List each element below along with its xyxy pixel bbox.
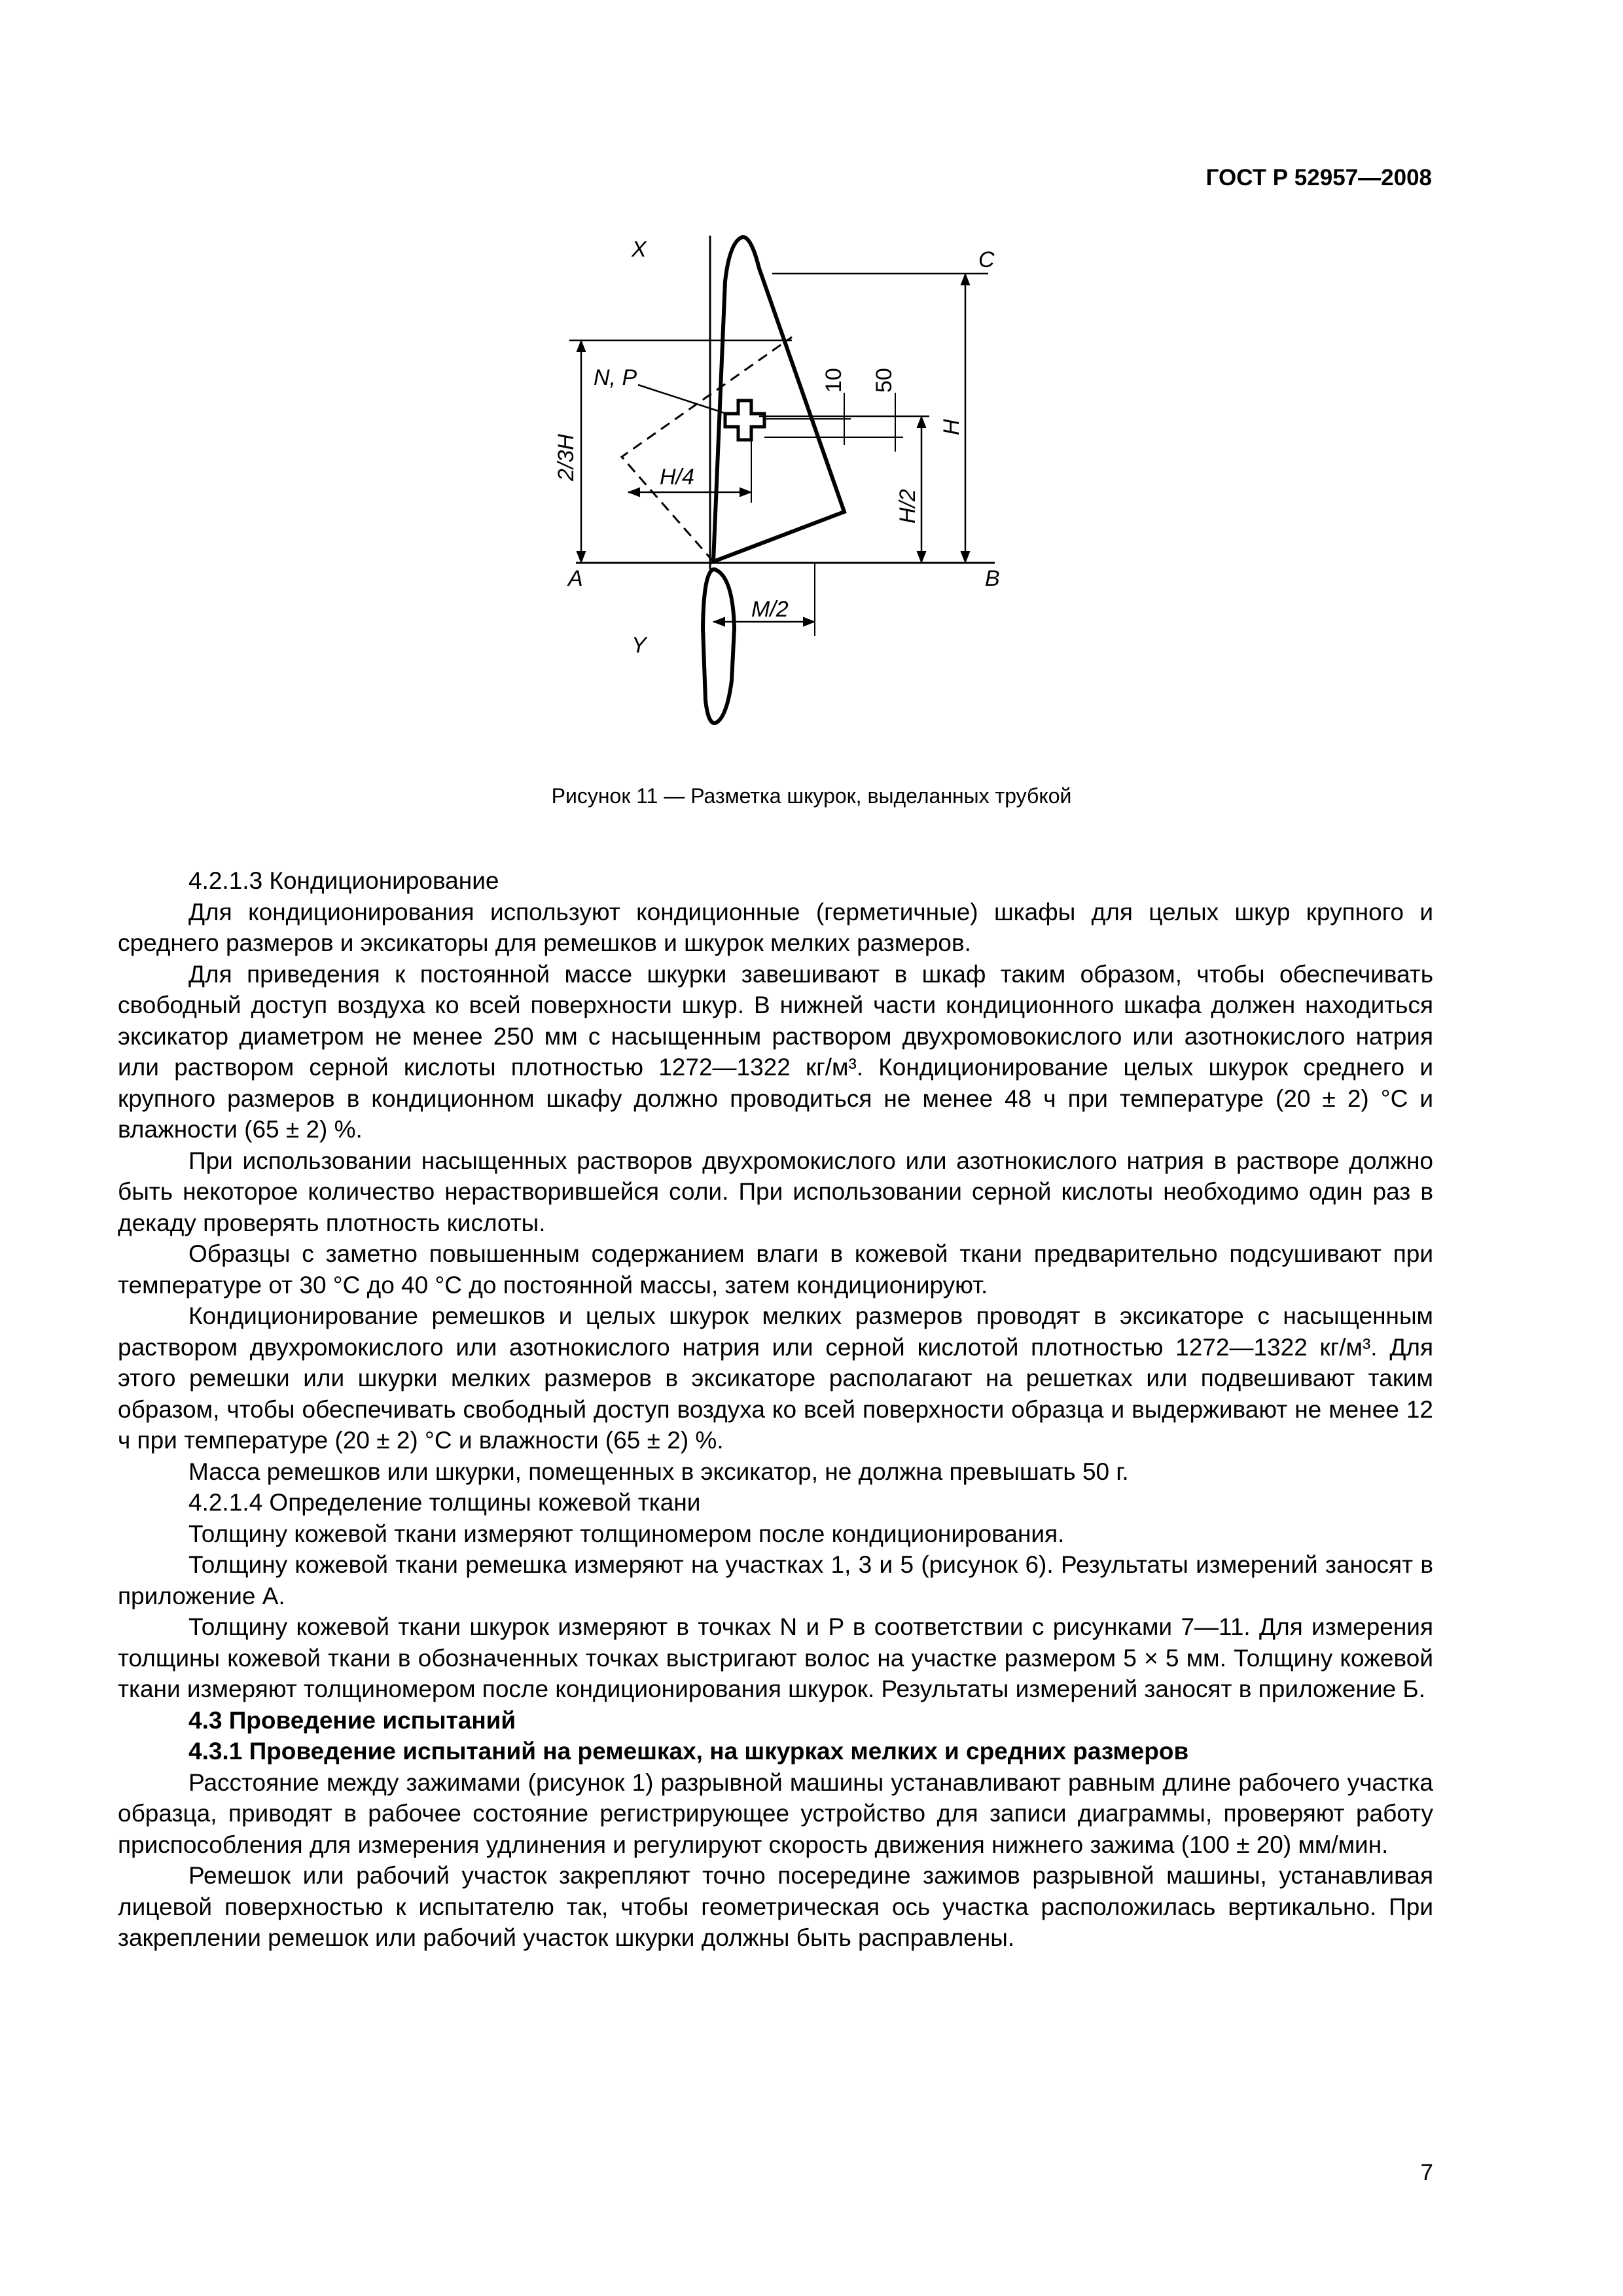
label-np: N, P	[594, 365, 637, 390]
label-h-half: H/2	[895, 489, 920, 524]
paragraph: Для приведения к постоянной массе шкурки завешивают в шкаф таким образом, чтобы обеспечивать свободный доступ воздуха ко всей поверхности шкур. В нижней части кондиционного шкафа должен находиться эксикатор диаметром не менее 250 мм с насыщенным раствором двухромовокислого или азотнокислого натрия или раствором серной кислоты плотностью 1272—1322 кг/м³. Кондиционирование целых шкурок среднего и крупного размеров в кондиционном шкафу должно проводиться не менее 48 ч при температуре (20 ± 2) °С и влажности (65 ± 2) %.	[118, 960, 1433, 1143]
paragraph: Расстояние между зажимами (рисунок 1) разрывной машины устанавливают равным длине рабочего участка образца, приводят в рабочее состояние регистрирующее устройство для записи диаграммы, проверяют работу приспособления для измерения удлинения и регулируют скорость движения нижнего зажима (100 ± 20) мм/мин.	[118, 1768, 1433, 1858]
figure-11	[537, 229, 1008, 740]
document-code: ГОСТ Р 52957—2008	[1205, 165, 1432, 190]
label-two-thirds-h: 2/3H	[554, 434, 579, 481]
pelt-upper-outline	[713, 237, 844, 562]
label-h-quarter: H/4	[660, 465, 694, 490]
label-h: H	[939, 419, 964, 435]
label-a: A	[568, 566, 583, 591]
paragraph: 4.2.1.4 Определение толщины кожевой ткани	[188, 1489, 701, 1516]
label-c: C	[978, 247, 995, 272]
label-m-half: M/2	[751, 597, 789, 622]
paragraph: Толщину кожевой ткани шкурок измеряют в точках N и P в соответствии с рисунками 7—11. Для измерения толщины кожевой ткани в обозначенных точках выстригают волос на участке размером 5 × 5 мм. Толщину кожевой ткани измеряют толщиномером после кондиционирования шкурок. Результаты измерений заносят в приложение Б.	[118, 1613, 1433, 1702]
section-heading: 4.3 Проведение испытаний	[188, 1706, 516, 1734]
paragraph: 4.2.1.3 Кондиционирование	[188, 867, 499, 894]
paragraph: Образцы с заметно повышенным содержанием влаги в кожевой ткани предварительно подсушивают при температуре от 30 °С до 40 °С до постоянной массы, затем кондиционируют.	[118, 1240, 1433, 1299]
paragraph: Кондиционирование ремешков и целых шкурок мелких размеров проводят в эксикаторе с насыщенным раствором двухромокислого или азотнокислого натрия или серной кислотой плотностью 1272—1322 кг/м³. Для этого ремешки или шкурки мелких размеров в эксикаторе располагают на решетках или подвешивают таким образом, чтобы обеспечивать свободный доступ воздуха ко всей поверхности образца и выдерживают не менее 12 ч при температуре (20 ± 2) °С и влажности (65 ± 2) %.	[118, 1302, 1433, 1454]
body-text	[118, 865, 1433, 1954]
figure-caption: Рисунок 11 — Разметка шкурок, выделанных трубкой	[551, 784, 1072, 808]
cross-marker-np	[725, 401, 764, 440]
dashed-triangle	[622, 337, 792, 562]
pelt-lower-outline	[703, 569, 734, 723]
paragraph: Толщину кожевой ткани ремешка измеряют на участках 1, 3 и 5 (рисунок 6). Результаты измерений заносят в приложение А.	[118, 1551, 1433, 1609]
paragraph: Толщину кожевой ткани измеряют толщиномером после кондиционирования.	[188, 1520, 1065, 1547]
paragraph: При использовании насыщенных растворов двухромокислого или азотнокислого натрия в растворе должно быть некоторое количество нерастворившейся соли. При использовании серной кислоты необходимо один раз в декаду проверять плотность кислоты.	[118, 1147, 1433, 1236]
label-b: B	[985, 566, 1000, 591]
page-number: 7	[1420, 2160, 1433, 2185]
label-y: Y	[632, 633, 647, 658]
leader-np	[638, 385, 726, 414]
paragraph: Для кондиционирования используют кондиционные (герметичные) шкафы для целых шкур крупного и среднего размеров и эксикаторы для ремешков и шкурок мелких размеров.	[118, 898, 1433, 956]
subsection-heading: 4.3.1 Проведение испытаний на ремешках, на шкурках мелких и средних размеров	[188, 1738, 1189, 1765]
label-x: X	[632, 237, 647, 262]
label-fifty: 50	[872, 368, 897, 393]
paragraph: Ремешок или рабочий участок закрепляют точно посередине зажимов разрывной машины, устанавливая лицевой поверхностью к испытателю так, чтобы геометрическая ось участка расположилась вертикально. При закреплении ремешок или рабочий участок шкурки должны быть расправлены.	[118, 1862, 1433, 1951]
label-ten: 10	[821, 368, 846, 393]
paragraph: Масса ремешков или шкурки, помещенных в эксикатор, не должна превышать 50 г.	[188, 1458, 1129, 1485]
pelt-marking-diagram	[537, 229, 1008, 740]
